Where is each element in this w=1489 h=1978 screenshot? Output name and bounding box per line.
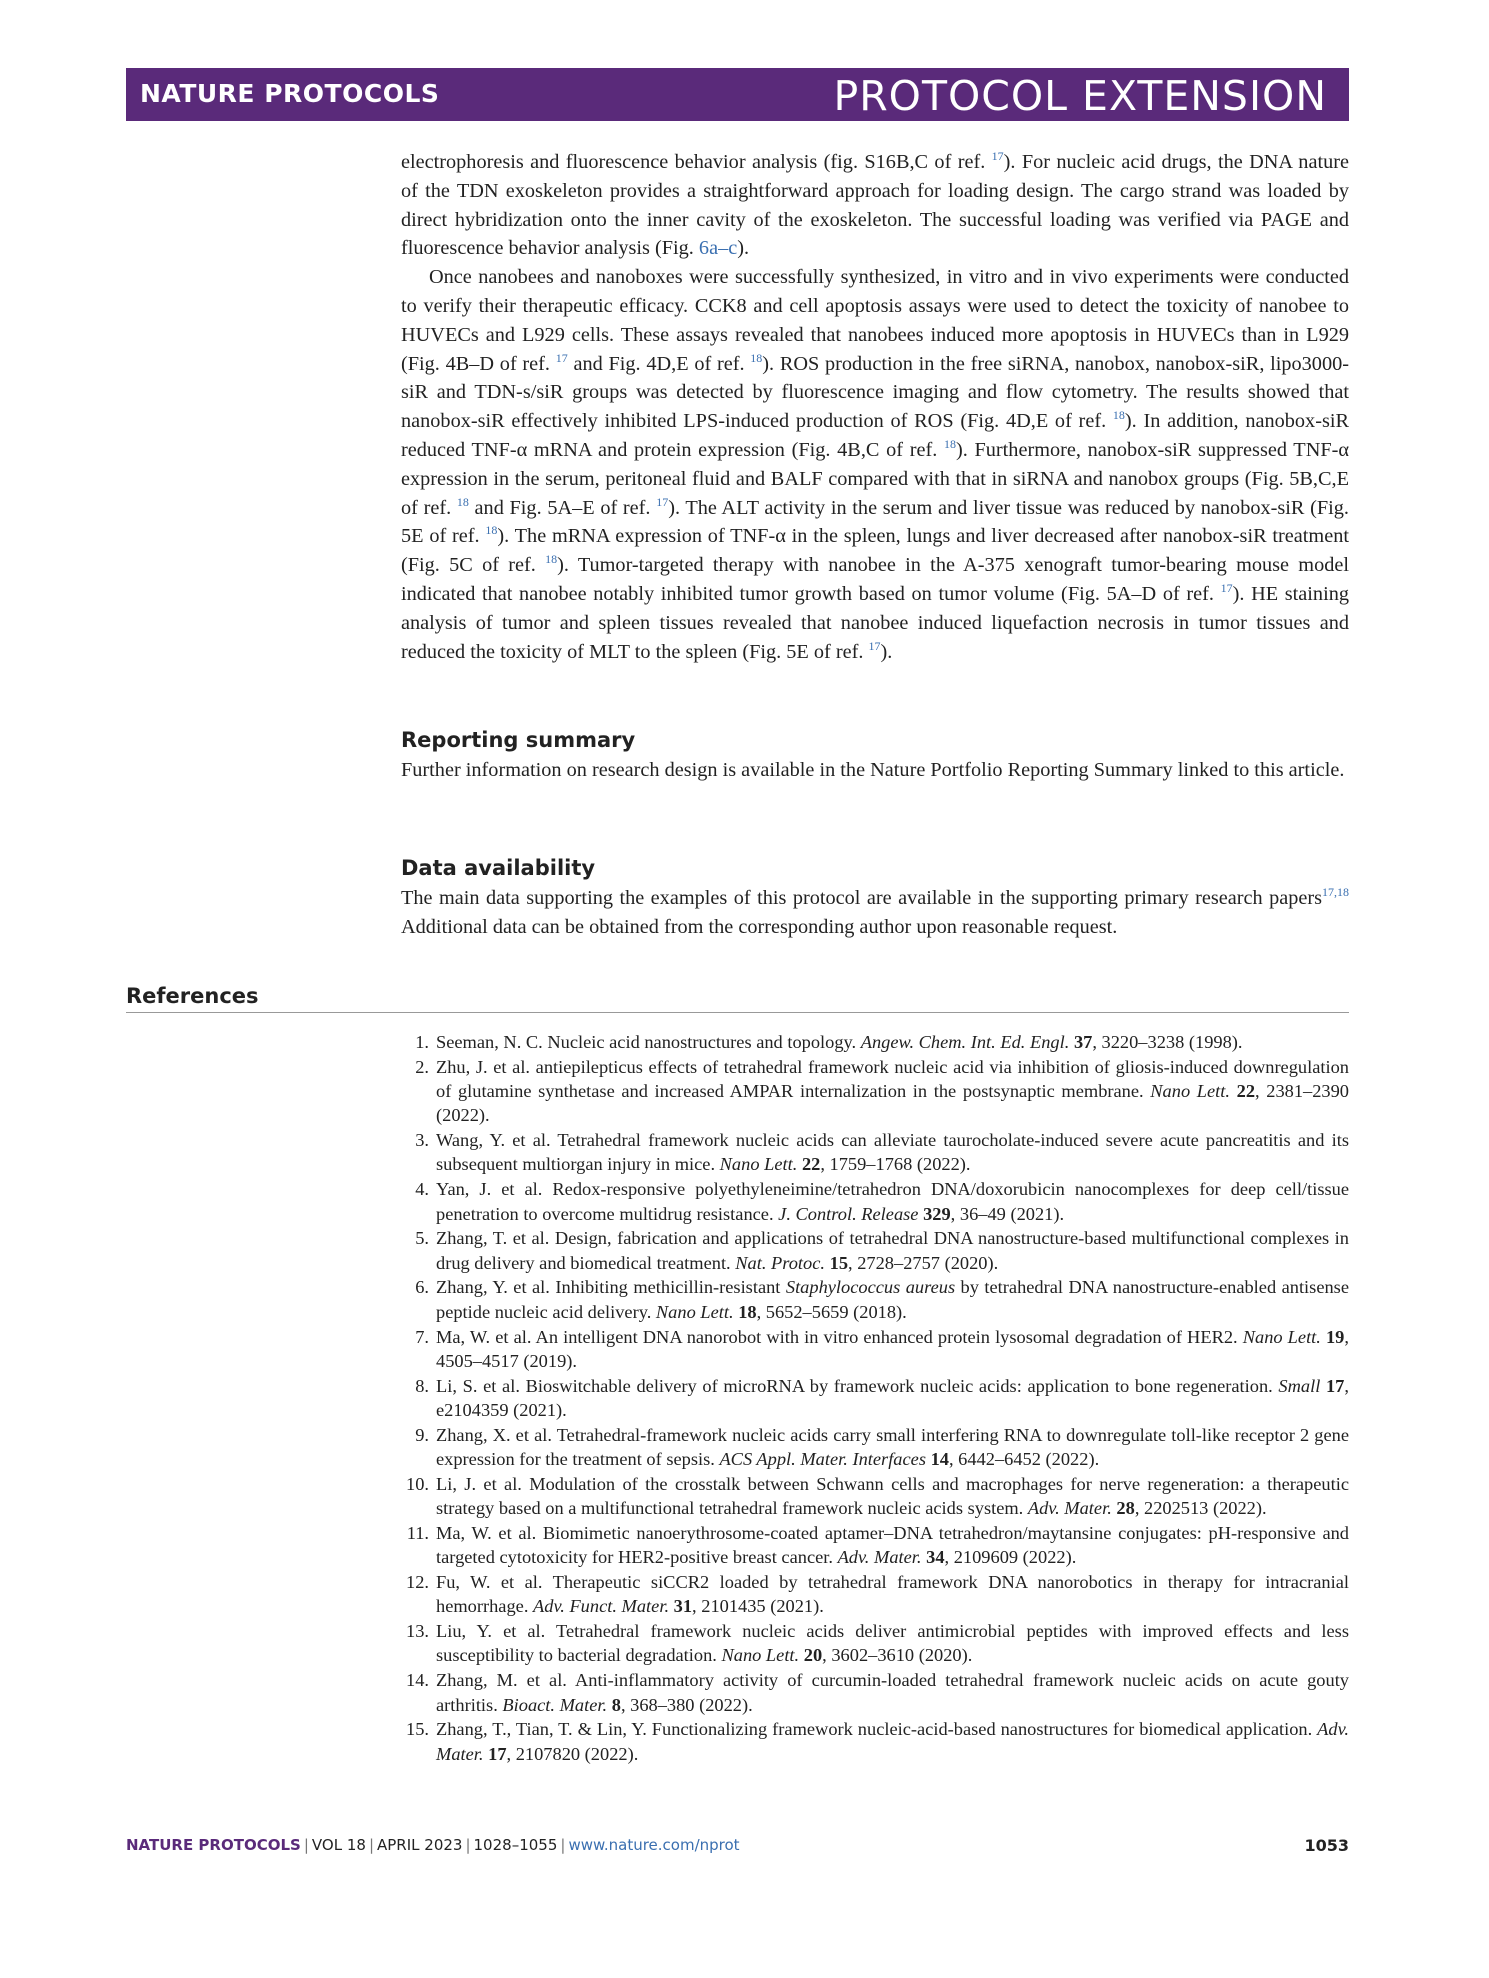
reference-item [401,1374,1349,1423]
reference-volume: 18 [738,1301,757,1322]
reference-title-cont: by tetrahedral DNA nanostructure-enabled antisense peptide nucleic acid delivery. [436,1277,1350,1322]
reference-authors-title: Zhang, T., Tian, T. & Lin, Y. Functionalizing framework nucleic-acid-based nanostructures for biomedical application. [436,1719,1318,1740]
reference-number: 8. [415,1375,429,1396]
reference-item [401,1472,1349,1521]
reference-number: 10. [406,1473,429,1494]
reference-volume: 329 [923,1203,951,1224]
reference-journal: J. Control. Release [778,1203,919,1224]
footer-pages: 1028–1055 [473,1836,558,1854]
reference-volume: 17 [488,1743,507,1764]
reference-volume: 22 [1236,1081,1256,1102]
reference-volume: 37 [1073,1032,1093,1052]
reference-item [401,1030,1349,1054]
reference-journal: Nano Lett. [655,1301,734,1322]
data-availability-text: The main data supporting the examples of this protocol are available in the supporting primary research papers$^{17,18}$ Additional data can be obtained from the corresponding author upon reasonable request. [401,885,1349,938]
page-footer: NATURE PROTOCOLS | VOL 18 | APRIL 2023 | 1028–1055 | www.nature.com/nprot 1053 [126,1836,1349,1855]
reference-item [401,1619,1349,1668]
citation-link[interactable]: 17,18 [1322,885,1349,899]
reference-item [401,1128,1349,1177]
reference-pages-year: , 3220–3238 (1998). [1092,1032,1243,1052]
reference-pages-year: , 1759–1768 (2022). [820,1154,971,1175]
reference-item [401,1717,1349,1766]
reference-item [401,1177,1349,1226]
reference-authors-title: Zhang, M. et al. Anti-inflammatory activity of curcumin-loaded tetrahedral framework nucleic acids on acute gouty arthritis. [436,1670,1349,1715]
citation-link[interactable]: 17 [1220,580,1233,595]
reference-journal: Adv. Mater. [1027,1498,1112,1519]
citation-link[interactable]: 18 [545,552,558,567]
reporting-summary-title: Reporting summary [401,728,636,752]
reference-number: 9. [415,1424,429,1445]
reference-journal: Nano Lett. [1150,1081,1230,1102]
citation-link[interactable]: 18 [943,436,956,451]
reference-volume: 8 [611,1694,621,1715]
reference-space [1230,1081,1237,1101]
citation-link[interactable]: 18 [485,523,498,538]
reference-number: 4. [415,1179,429,1200]
reference-volume: 22 [801,1154,821,1175]
reference-number: 11. [406,1522,429,1543]
reference-volume: 19 [1325,1326,1345,1347]
reference-authors-title: Fu, W. et al. Therapeutic siCCR2 loaded by tetrahedral framework DNA nanorobotics in therapy for intracranial hemorrhage. [436,1572,1349,1617]
header-bar [126,68,1349,121]
reference-number: 12. [406,1572,429,1593]
reference-number: 3. [415,1130,429,1151]
journal-name: NATURE PROTOCOLS [140,79,440,108]
reference-authors-title: Zhang, Y. et al. Inhibiting methicillin-resistant [436,1277,786,1298]
reference-number: 13. [406,1621,429,1642]
reference-volume: 17 [1325,1375,1345,1396]
reference-item [401,1055,1349,1128]
page-number: 1053 [1304,1836,1349,1855]
reference-volume: 20 [803,1645,823,1666]
data-availability-section [401,856,1349,942]
citation-link[interactable]: 17 [656,494,669,509]
reference-authors-title: Seeman, N. C. Nucleic acid nanostructures and topology. [436,1032,861,1052]
reference-authors-title: Zhu, J. et al. antiepilepticus effects of tetrahedral framework nucleic acid via inhibition of gliosis-induced downregulation of glutamine synthetase and increased AMPAR internalization in the postsynaptic membrane. [436,1056,1349,1102]
reference-item [401,1668,1349,1717]
reference-authors-title: Ma, W. et al. An intelligent DNA nanorobot with in vitro enhanced protein lysosomal degradation of HER2. [436,1326,1243,1347]
reference-authors-title: Ma, W. et al. Biomimetic nanoerythrosome-coated aptamer–DNA tetrahedron/maytansine conjugates: pH-responsive and targeted cytotoxicity for HER2-positive breast cancer. [436,1522,1349,1568]
citation-link[interactable]: 17 [868,638,881,653]
footer-date: APRIL 2023 [377,1836,463,1854]
reference-number: 2. [415,1056,429,1077]
citation-link[interactable]: 18 [456,494,469,509]
citation-link[interactable]: 18 [750,350,763,365]
reference-journal: Adv. Mater. [837,1547,922,1568]
reference-pages-year: , 2381–2390 (2022). [436,1081,1350,1126]
reference-pages-year: , 2107820 (2022). [506,1743,639,1764]
reference-pages-year: , 2109609 (2022). [944,1547,1077,1568]
reference-number: 6. [415,1277,429,1298]
reference-pages-year: , 6442–6452 (2022). [948,1449,1100,1470]
reference-volume: 31 [673,1596,693,1617]
reference-number: 15. [406,1719,429,1740]
reference-volume: 34 [926,1547,945,1568]
section-label: PROTOCOL EXTENSION [833,72,1327,120]
reference-item [401,1570,1349,1619]
reference-volume: 28 [1116,1498,1135,1519]
citation-link[interactable]: 17 [555,350,568,365]
reference-pages-year: , 2202513 (2022). [1134,1498,1267,1519]
reference-item [401,1521,1349,1570]
reference-journal: Adv. Mater. [436,1719,1349,1764]
reference-volume: 14 [930,1449,949,1470]
citation-link[interactable]: 18 [1112,408,1125,423]
reporting-summary-section [401,728,1349,785]
reference-authors-title: Li, S. et al. Bioswitchable delivery of microRNA by framework nucleic acids: application to bone regeneration. [436,1375,1279,1396]
reference-pages-year: , e2104359 (2021). [436,1375,1349,1420]
reference-journal: ACS Appl. Mater. Interfaces [719,1449,926,1470]
reference-authors-title: Zhang, T. et al. Design, fabrication and applications of tetrahedral DNA nanostructure-based multifunctional complexes in drug delivery and biomedical treatment. [436,1228,1349,1273]
reference-authors-title: Yan, J. et al. Redox-responsive polyethyleneimine/tetrahedron DNA/doxorubicin nanocomplexes for deep cell/tissue penetration to overcome multidrug resistance. [436,1179,1349,1224]
reference-journal: Nano Lett. [1242,1326,1321,1347]
reference-pages-year: , 4505–4517 (2019). [436,1326,1349,1371]
paragraph-2: Once nanobees and nanoboxes were successfully synthesized, in vitro and in vivo experiments were conducted to verify their therapeutic efficacy. CCK8 and cell apoptosis assays were used to detect the toxicity of nanobee to HUVECs and L929 cells. These assays revealed that nanobees induced more apoptosis in HUVECs than in L929 (Fig. 4B–D of ref. $^{17}$ and Fig. 4D,E of ref. $^{18}$). ROS production in the free siRNA, nanobox, nanobox-siR, lipo3000-siR and TDN-s/siR groups was detected by fluorescence imaging and flow cytometry. The results showed that nanobox-siR effectively inhibited LPS-induced production of ROS (Fig. 4D,E of ref. $^{18}$). In addition, nanobox-siR reduced TNF-α mRNA and protein expression (Fig. 4B,C of ref. $^{18}$). Furthermore, nanobox-siR suppressed TNF-α expression in the serum, peritoneal fluid and BALF compared with that in siRNA and nanobox groups (Fig. 5B,C,E of ref. $^{18}$ and Fig. 5A–E of ref. $^{17}$). The ALT activity in the serum and liver tissue was reduced by nanobox-siR (Fig. 5E of ref. $^{18}$). The mRNA expression of TNF-α in the spleen, lungs and liver decreased after nanobox-siR treatment (Fig. 5C of ref. $^{18}$). Tumor-targeted therapy with nanobee in the A-375 xenograft tumor-bearing mouse model indicated that nanobee notably inhibited tumor growth based on tumor volume (Fig. 5A–D of ref. $^{17}$). HE staining analysis of tumor and spleen tissues revealed that nanobee induced liquefaction necrosis in tumor tissues and reduced the toxicity of MLT to the spleen (Fig. 5E of ref. $^{17}$). [401,266,1350,663]
reference-pages-year: , 3602–3610 (2020). [822,1645,973,1666]
reference-item [401,1325,1349,1374]
paragraph-1: electrophoresis and fluorescence behavior analysis (fig. S16B,C of ref. $^{17}$). For nucleic acid drugs, the DNA nature of the TDN exoskeleton provides a straightforward approach for loading design. The cargo strand was loaded by direct hybridization onto the inner cavity of the exoskeleton. The successful loading was verified via PAGE and fluorescence behavior analysis (Fig. 6a–c). [401,149,1349,260]
reference-authors-title: Zhang, X. et al. Tetrahedral-framework nucleic acids carry small interfering RNA to downregulate toll-like receptor 2 gene expression for the treatment of sepsis. [436,1424,1349,1470]
reference-journal: Nano Lett. [719,1154,798,1175]
reference-item [401,1423,1349,1472]
reporting-summary-text: Further information on research design is available in the Nature Portfolio Reporting Summary linked to this article. [401,759,1345,781]
reference-volume: 15 [829,1252,849,1273]
reference-journal: Small [1278,1375,1321,1396]
reference-italic-term: Staphylococcus aureus [785,1277,956,1298]
figure-link[interactable]: 6a–c [698,237,738,260]
citation-link[interactable]: 17 [991,149,1004,163]
reference-number: 5. [415,1228,429,1249]
main-text [401,148,1349,666]
reference-item [401,1275,1349,1324]
reference-pages-year: , 2101435 (2021). [692,1596,824,1617]
reference-list [401,1030,1349,1766]
reference-pages-year: , 5652–5659 (2018). [756,1301,907,1322]
references-heading: References [126,984,1349,1013]
reference-journal: Bioact. Mater. [502,1694,608,1715]
reference-pages-year: , 2728–2757 (2020). [848,1252,999,1273]
reference-authors-title: Wang, Y. et al. Tetrahedral framework nucleic acids can alleviate taurocholate-induced severe acute pancreatitis and its subsequent multiorgan injury in mice. [436,1130,1349,1175]
reference-journal: Angew. Chem. Int. Ed. Engl. [860,1032,1070,1052]
reference-journal: Adv. Funct. Mater. [533,1596,670,1617]
reference-authors-title: Liu, Y. et al. Tetrahedral framework nucleic acids deliver antimicrobial peptides with improved effects and less susceptibility to bacterial degradation. [436,1621,1349,1666]
reference-number: 7. [415,1326,429,1347]
data-availability-title: Data availability [401,856,596,880]
footer-volume: VOL 18 [311,1836,366,1854]
reference-authors-title: Li, J. et al. Modulation of the crosstalk between Schwann cells and macrophages for nerve regeneration: a therapeutic strategy based on a multifunctional tetrahedral framework nucleic acids system. [436,1473,1349,1519]
reference-journal: Nat. Protoc. [735,1252,826,1273]
reference-number: 1. [415,1032,429,1052]
reference-pages-year: , 36–49 (2021). [950,1203,1065,1224]
reference-journal: Nano Lett. [721,1645,800,1666]
footer-url-link[interactable]: www.nature.com/nprot [568,1836,740,1854]
reference-item [401,1226,1349,1275]
reference-number: 14. [406,1670,429,1691]
footer-journal: NATURE PROTOCOLS [126,1836,301,1854]
reference-pages-year: , 368–380 (2022). [620,1694,753,1715]
